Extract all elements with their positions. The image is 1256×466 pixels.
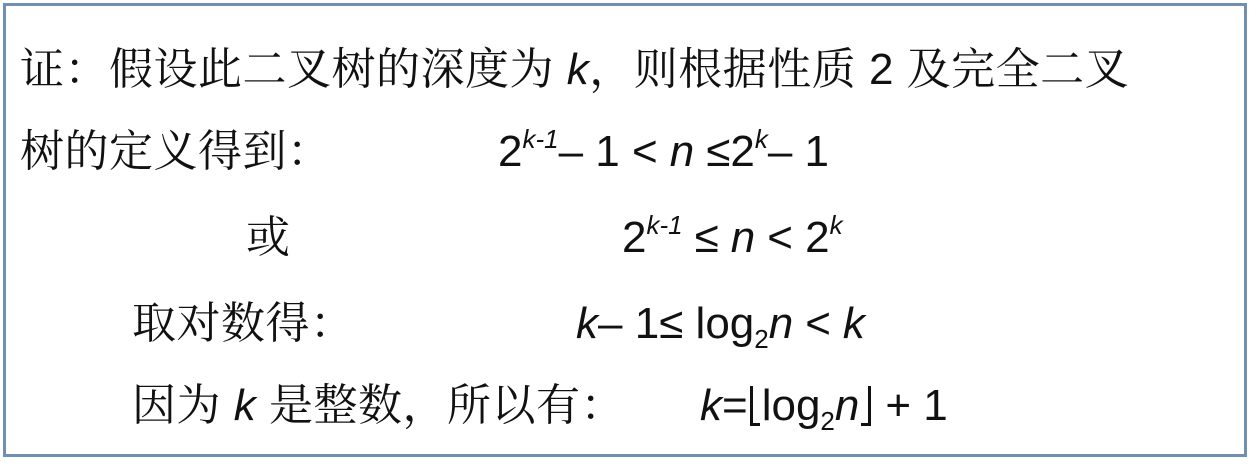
result-formula xyxy=(700,380,948,436)
floor-left-bracket xyxy=(750,386,760,426)
proof-line-2-label: 树的定义得到： xyxy=(20,127,332,176)
line1-suffix: ，则根据性质 2 及完全二叉 xyxy=(589,45,1130,94)
result-tail: + 1 xyxy=(885,381,948,430)
inequality-2 xyxy=(622,212,843,264)
ineq3-k2: k xyxy=(842,299,865,348)
ineq1-rel: ≤2 xyxy=(706,127,755,176)
line5-k: k xyxy=(233,381,257,430)
ineq2-rel1: ≤ xyxy=(694,213,719,262)
ineq1-tail-b: – 1 xyxy=(767,127,829,176)
ineq3-k: k xyxy=(576,299,598,348)
ineq3-log-base: 2 xyxy=(754,324,769,354)
result-eq: = xyxy=(722,381,748,430)
ineq2-exp-a: k-1 xyxy=(646,210,683,240)
proof-line-5-label xyxy=(132,380,625,432)
proof-line-3-label: 或 xyxy=(246,213,291,262)
ineq2-base-a: 2 xyxy=(622,213,647,262)
ineq1-n: n xyxy=(669,127,695,176)
ineq1-exp-b: k xyxy=(754,124,768,154)
result-log: log xyxy=(761,381,821,430)
result-k: k xyxy=(700,381,722,430)
inequality-3 xyxy=(576,298,865,354)
ineq3-mid: – 1≤ log xyxy=(598,299,755,348)
line5-label-a: 因为 xyxy=(132,381,234,430)
ineq1-base-a: 2 xyxy=(498,127,523,176)
proof-box xyxy=(3,3,1247,457)
result-n: n xyxy=(834,381,860,430)
floor-right-bracket xyxy=(861,386,871,426)
result-log-base: 2 xyxy=(820,406,835,436)
proof-line-4-label: 取对数得： xyxy=(132,299,355,348)
ineq2-n: n xyxy=(730,213,756,262)
line1-k: k xyxy=(566,45,590,94)
proof-line-1 xyxy=(20,44,1129,96)
ineq1-exp-a: k-1 xyxy=(522,124,559,154)
line5-label-b: 是整数，所以有： xyxy=(256,381,625,430)
line1-prefix: 证：假设此二叉树的深度为 xyxy=(20,45,567,94)
ineq1-tail-a: – 1 < xyxy=(558,127,658,176)
inequality-1 xyxy=(498,126,829,178)
ineq2-exp-b: k xyxy=(829,210,843,240)
ineq3-rel: < xyxy=(805,299,831,348)
ineq3-n: n xyxy=(768,299,794,348)
ineq2-rel2: < 2 xyxy=(767,213,830,262)
